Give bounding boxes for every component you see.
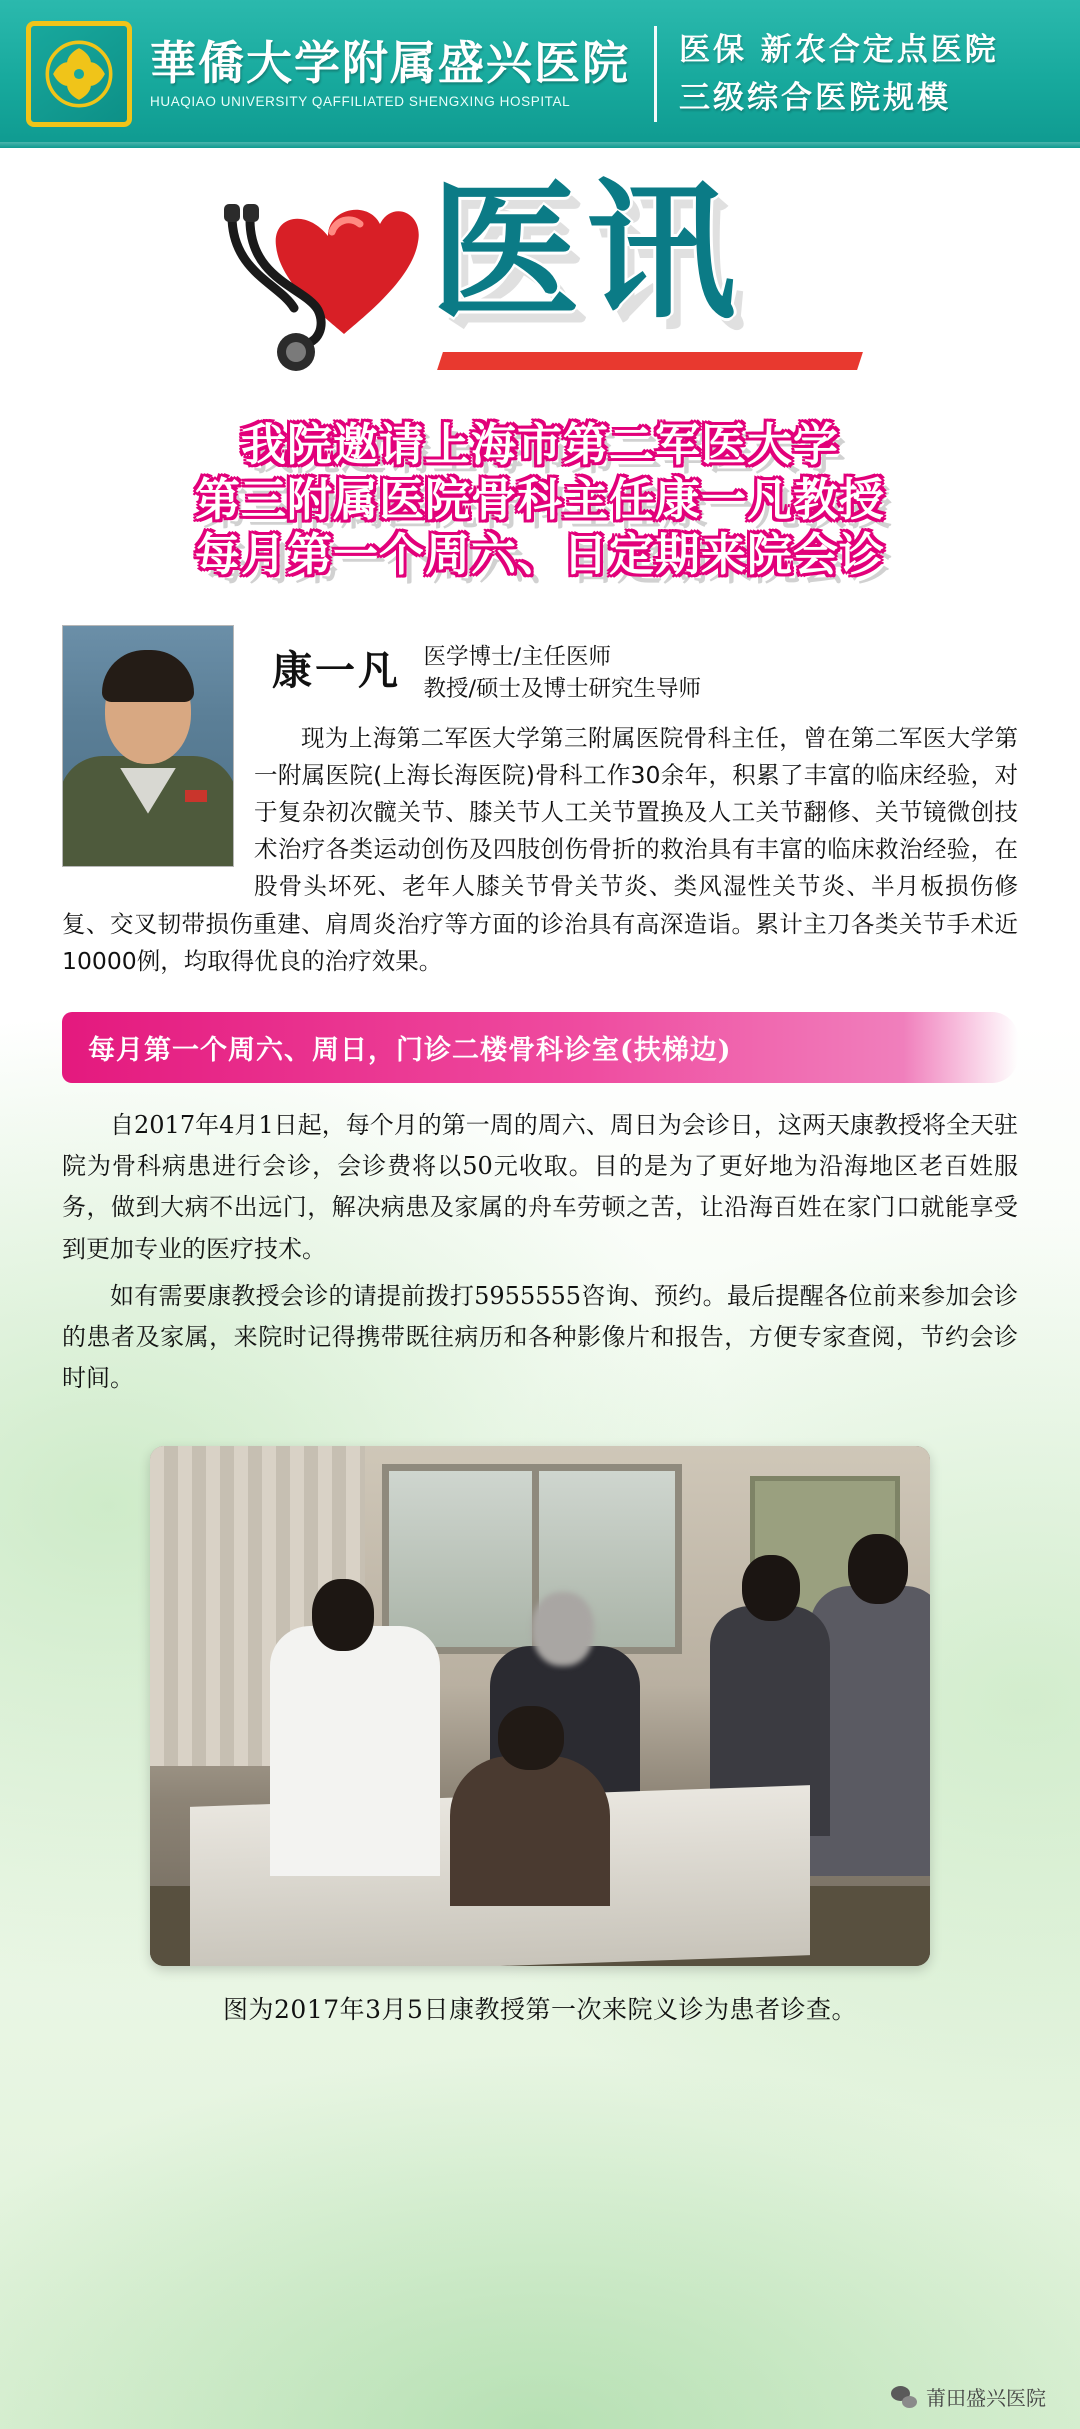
hospital-name-block	[150, 35, 630, 109]
header-tagline-line2: 三级综合医院规模	[679, 80, 951, 116]
consultation-photo	[150, 1446, 930, 1966]
footer-account[interactable]	[0, 2382, 1080, 2411]
doctor-title-line1: 医学博士/主任医师	[423, 643, 612, 670]
hospital-name-cn: 華僑大学附属盛兴医院	[150, 35, 630, 90]
announcement-body	[62, 1105, 1018, 1400]
footer-account-name: 莆田盛兴医院	[926, 2386, 1046, 2410]
announcement-paragraph-1: 自2017年4月1日起，每个月的第一周的周六、周日为会诊日，这两天康教授将全天驻院为骨科病患进行会诊，会诊费将以50元收取。目的是为了更好地为沿海地区老百姓服务，做到大病不出远门，解决病患及家属的舟车劳顿之苦，让沿海百姓在家门口就能享受到更加专业的医疗技术。	[62, 1110, 1018, 1263]
headline-line-2: 第三附属医院骨科主任康一凡教授	[194, 472, 885, 526]
doctor-titles	[423, 641, 701, 706]
wechat-icon	[891, 2386, 917, 2408]
heart-with-stethoscope-icon	[210, 184, 420, 374]
page-header	[0, 0, 1080, 148]
doctor-portrait	[62, 625, 234, 867]
doctor-title-line2: 教授/硕士及博士研究生导师	[423, 676, 702, 703]
header-tagline	[679, 26, 999, 122]
headline-line-3: 每月第一个周六、日定期来院会诊	[194, 527, 885, 581]
hospital-name-en: HUAQIAO UNIVERSITY QAFFILIATED SHENGXING HOSPITAL	[150, 93, 571, 109]
header-tagline-line1: 医保 新农合定点医院	[679, 31, 999, 68]
doctor-name: 康一凡	[272, 647, 401, 694]
schedule-banner	[62, 1012, 1018, 1083]
hero-title-art	[0, 162, 1080, 412]
photo-caption: 图为2017年3月5日康教授第一次来院义诊为患者诊查。	[223, 1994, 857, 2024]
headline-line-1: 我院邀请上海市第二军医大学	[240, 418, 839, 471]
header-divider	[654, 26, 657, 122]
doctor-bio: 现为上海第二军医大学第三附属医院骨科主任，曾在第二军医大学第一附属医院(上海长海医院)骨科工作30余年，积累了丰富的临床经验，对于复杂初次髋关节、膝关节人工关节置换及人工关节翻修、关节镜微创技术治疗各类运动创伤及四肢创伤骨折的救治具有丰富的临床救治经验，在股骨头坏死、老年人膝关节骨关节炎、类风湿性关节炎、半月板损伤修复、交叉韧带损伤重建、肩周炎治疗等方面的诊治具有高深造诣。累计主刀各类关节手术近10000例，均取得优良的治疗效果。	[62, 723, 1018, 975]
hero-title-text: 医讯	[430, 166, 743, 340]
announcement-paragraph-2: 如有需要康教授会诊的请提前拨打5955555咨询、预约。最后提醒各位前来参加会诊的患者及家属，来院时记得携带既往病历和各种影像片和报告，方便专家查阅，节约会诊时间。	[62, 1281, 1018, 1393]
hospital-cross-logo-icon	[26, 21, 132, 127]
doctor-intro-section	[62, 625, 1018, 980]
schedule-banner-text: 每月第一个周六、周日，门诊二楼骨科诊室(扶梯边)	[88, 1034, 732, 1066]
headline-block	[0, 418, 1080, 583]
hero-accent-bar	[437, 352, 863, 370]
